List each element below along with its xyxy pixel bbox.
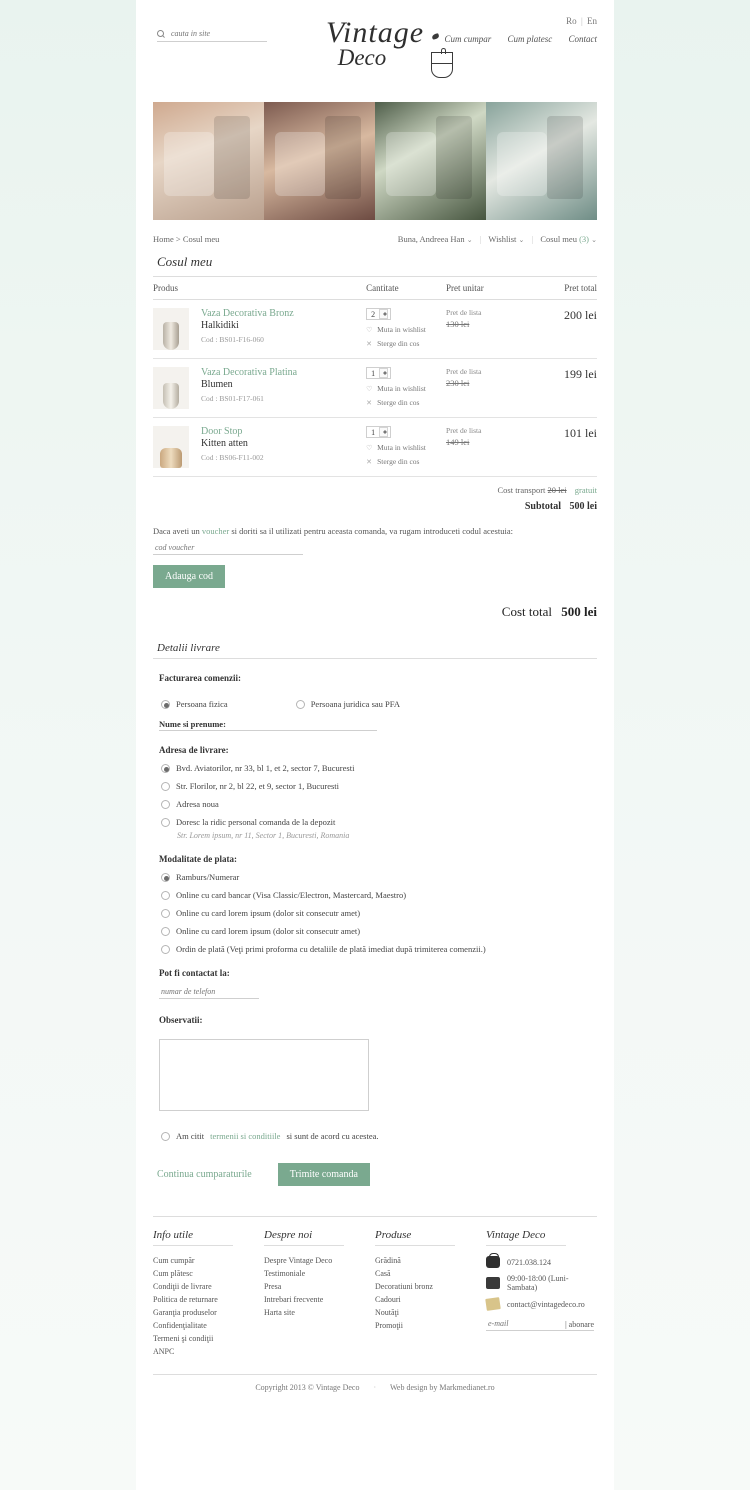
- list-item[interactable]: Politica de returnare: [153, 1295, 218, 1304]
- payment-label: Modalitate de plata:: [159, 854, 237, 864]
- lang-en[interactable]: En: [587, 16, 597, 26]
- subtotal-value: 500 lei: [569, 501, 597, 512]
- quantity-stepper[interactable]: [366, 308, 391, 320]
- shipping-label: Cost transport: [497, 485, 546, 495]
- terms-row[interactable]: [161, 1131, 597, 1141]
- language-switcher[interactable]: [566, 16, 597, 26]
- breadcrumb-current: Cosul meu: [182, 234, 220, 244]
- add-voucher-button[interactable]: Adauga cod: [153, 565, 225, 588]
- observations-label: Observatii:: [159, 1015, 203, 1025]
- voucher-input[interactable]: [153, 542, 303, 554]
- delivery-section-title: Detalii livrare: [157, 642, 220, 654]
- address-option-pickup[interactable]: [161, 817, 597, 827]
- voucher-text-after: si doriti sa il utilizati pentru aceasta comanda, va rugam introduceti codul acestuia:: [231, 526, 513, 536]
- list-item[interactable]: Cadouri: [375, 1295, 401, 1304]
- lang-separator: |: [580, 16, 583, 26]
- address-option-label: Bvd. Aviatorilor, nr 33, bl 1, et 2, sector 7, Bucuresti: [176, 763, 355, 773]
- list-item[interactable]: Harta site: [264, 1308, 295, 1317]
- cart-item-qty-cell: [366, 418, 446, 477]
- breadcrumb-home[interactable]: Home: [153, 234, 174, 244]
- payment-option-label: Online cu card lorem ipsum (dolor sit consecutr amet): [176, 908, 361, 918]
- copyright-text: Copyright 2013 © Vintage Deco: [255, 1383, 360, 1392]
- phone-icon: [486, 1256, 500, 1268]
- product-subtitle: Halkidiki: [201, 320, 239, 331]
- remove-from-cart-label[interactable]: Sterge din cos: [377, 339, 420, 348]
- radio-icon[interactable]: [161, 927, 170, 936]
- close-icon: ✕: [366, 339, 372, 348]
- billing-option-persoana-fizica[interactable]: [161, 699, 228, 709]
- col-cantitate: Cantitate: [366, 277, 446, 300]
- account-greeting[interactable]: Buna, Andreea Han: [397, 234, 465, 244]
- price-label: Pret de lista: [446, 308, 482, 317]
- move-to-wishlist-label[interactable]: Muta in wishlist: [377, 443, 426, 452]
- table-row: [153, 359, 597, 418]
- table-row: [153, 418, 597, 477]
- contact-label: Pot fi contactat la:: [159, 968, 230, 978]
- payment-option-card[interactable]: [161, 890, 597, 900]
- product-thumbnail[interactable]: [153, 426, 189, 468]
- radio-icon[interactable]: [296, 700, 305, 709]
- breadcrumb: [153, 234, 219, 244]
- payment-option-online-3[interactable]: [161, 926, 597, 936]
- address-option-label: Adresa noua: [176, 799, 219, 809]
- footer-column-produse: [375, 1229, 486, 1358]
- product-name[interactable]: Door Stop: [201, 426, 243, 437]
- address-option-label: Doresc la ridic personal comanda de la depozit: [176, 817, 336, 827]
- spinner-icon[interactable]: [379, 368, 388, 378]
- payment-option-label: Online cu card lorem ipsum (dolor sit consecutr amet): [176, 926, 361, 936]
- radio-icon[interactable]: [161, 764, 170, 773]
- search-input[interactable]: [169, 28, 261, 39]
- terms-text-before: Am citit: [176, 1131, 205, 1141]
- product-subtitle: Blumen: [201, 379, 233, 390]
- payment-option-ordin-plata[interactable]: [161, 944, 597, 954]
- quantity-stepper[interactable]: [366, 367, 391, 379]
- product-code: Cod : BS01-F17-061: [201, 394, 264, 403]
- nav-cum-platesc[interactable]: Cum platesc: [507, 34, 553, 44]
- footer-hours: 09:00-18:00 (Luni-Sambata): [507, 1274, 569, 1292]
- radio-icon[interactable]: [161, 818, 170, 827]
- observations-textarea[interactable]: [159, 1039, 369, 1111]
- quantity-value: 1: [371, 427, 376, 437]
- cart-item-qty-cell: [366, 359, 446, 418]
- payment-option-label: Ramburs/Numerar: [176, 872, 240, 882]
- shipping-value: 20 lei: [547, 485, 567, 495]
- remove-from-cart-action[interactable]: [366, 457, 446, 466]
- site-logo[interactable]: [275, 18, 475, 69]
- move-to-wishlist-action[interactable]: [366, 443, 446, 452]
- site-header: [153, 0, 597, 96]
- price-label: Pret de lista: [446, 426, 482, 435]
- list-item[interactable]: Noutăţi: [375, 1308, 399, 1317]
- lang-ro[interactable]: Ro: [566, 16, 577, 26]
- continue-shopping-link[interactable]: Continua cumparaturile: [157, 1169, 252, 1180]
- footer-column-info-utile: [153, 1229, 264, 1358]
- radio-icon-terms[interactable]: [161, 1132, 170, 1141]
- cart-item-product-cell: [153, 359, 366, 418]
- list-item[interactable]: Garanţia produselor: [153, 1308, 217, 1317]
- close-icon: ✕: [366, 398, 372, 407]
- billing-option-persoana-juridica[interactable]: [296, 699, 400, 709]
- footer-title-vintage-deco: Vintage Deco: [486, 1229, 566, 1246]
- terms-text-after: si sunt de acord cu acestea.: [286, 1131, 379, 1141]
- terms-link[interactable]: termenii si conditiile: [210, 1131, 281, 1141]
- chevron-down-icon-cart[interactable]: ⌄: [591, 236, 597, 244]
- radio-icon[interactable]: [161, 873, 170, 882]
- price-old: 149 lei: [446, 437, 470, 447]
- account-separator-2: |: [531, 234, 534, 244]
- voucher-link[interactable]: voucher: [201, 526, 230, 536]
- payment-option-ramburs[interactable]: [161, 872, 597, 882]
- heart-icon: ♡: [366, 384, 373, 393]
- move-to-wishlist-action[interactable]: [366, 384, 446, 393]
- list-item[interactable]: Condiţii de livrare: [153, 1282, 212, 1291]
- site-footer: [153, 1216, 597, 1358]
- voucher-input-wrap[interactable]: [153, 542, 303, 555]
- list-item[interactable]: Promoţii: [375, 1321, 404, 1330]
- product-name[interactable]: Vaza Decorativa Bronz: [201, 308, 294, 319]
- footer-title-despre-noi: Despre noi: [264, 1229, 344, 1246]
- move-to-wishlist-action[interactable]: [366, 325, 446, 334]
- cost-total-row: [153, 604, 597, 620]
- col-pret-total: Pret total: [522, 277, 598, 300]
- name-label: Nume si prenume:: [159, 719, 226, 729]
- logo-line-1: Vintage: [325, 16, 425, 49]
- billing-option-label: Persoana fizica: [176, 699, 228, 709]
- chevron-down-icon[interactable]: ⌄: [466, 236, 473, 244]
- remove-from-cart-action[interactable]: [366, 339, 446, 348]
- cost-total-value: 500 lei: [561, 604, 597, 619]
- voucher-section: [153, 526, 597, 588]
- newsletter-input[interactable]: [486, 1318, 548, 1330]
- copyright-separator: ·: [373, 1383, 377, 1392]
- quantity-value: 2: [371, 309, 376, 319]
- subtotal-row: [153, 501, 597, 512]
- cart-table-header-row: [153, 277, 597, 300]
- product-subtitle: Kitten atten: [201, 438, 248, 449]
- phone-field-wrap[interactable]: [159, 986, 259, 999]
- product-name[interactable]: Vaza Decorativa Platina: [201, 367, 298, 378]
- delivery-divider: [153, 658, 597, 659]
- shipping-row: [153, 485, 597, 495]
- newsletter-subscribe-button[interactable]: | abonare: [565, 1319, 594, 1329]
- remove-from-cart-label[interactable]: Sterge din cos: [377, 457, 420, 466]
- list-item[interactable]: Cum cumpăr: [153, 1256, 195, 1265]
- list-item[interactable]: Confidenţialitate: [153, 1321, 207, 1330]
- col-pret-unitar: Pret unitar: [446, 277, 521, 300]
- account-separator-1: |: [479, 234, 482, 244]
- clock-icon: [486, 1277, 500, 1289]
- logo-line-2: Deco: [337, 45, 387, 70]
- subtotal-label: Subtotal: [524, 501, 561, 512]
- address-label: Adresa de livrare:: [159, 745, 229, 755]
- address-option-1[interactable]: [161, 763, 597, 773]
- cart-item-unit-price-cell: [446, 418, 521, 477]
- voucher-text-before: Daca aveti un: [153, 526, 200, 536]
- cart-item-unit-price-cell: [446, 300, 521, 359]
- quantity-value: 1: [371, 368, 376, 378]
- cost-total-label: Cost total: [501, 604, 552, 619]
- cart-link[interactable]: Cosul meu: [540, 234, 577, 244]
- page-title: Cosul meu: [157, 254, 213, 269]
- list-item[interactable]: Grădină: [375, 1256, 401, 1265]
- address-option-new[interactable]: [161, 799, 597, 809]
- list-item[interactable]: Presa: [264, 1282, 282, 1291]
- move-to-wishlist-label[interactable]: Muta in wishlist: [377, 384, 426, 393]
- cart-item-total: 199 lei: [522, 359, 598, 418]
- list-item[interactable]: Casă: [375, 1269, 391, 1278]
- hero-image-2: [264, 102, 375, 220]
- price-old: 230 lei: [446, 378, 470, 388]
- close-icon: ✕: [366, 457, 372, 466]
- table-row: [153, 300, 597, 359]
- mail-icon: [485, 1297, 501, 1311]
- cart-table: [153, 277, 597, 477]
- list-item[interactable]: Decoratiuni bronz: [375, 1282, 433, 1291]
- col-produs: Produs: [153, 277, 366, 300]
- radio-icon[interactable]: [161, 700, 170, 709]
- chevron-down-icon-wishlist[interactable]: ⌄: [518, 236, 525, 244]
- remove-from-cart-action[interactable]: [366, 398, 446, 407]
- copyright-bar: [153, 1374, 597, 1408]
- hero-image-3: [375, 102, 486, 220]
- price-old: 130 lei: [446, 319, 470, 329]
- footer-phone: 0721.038.124: [507, 1257, 551, 1267]
- search-box[interactable]: [157, 28, 267, 42]
- shipping-free-badge: gratuit: [574, 485, 597, 495]
- footer-column-despre-noi: [264, 1229, 375, 1358]
- remove-from-cart-label[interactable]: Sterge din cos: [377, 398, 420, 407]
- heart-icon: ♡: [366, 325, 373, 334]
- footer-phone-row: [486, 1256, 597, 1268]
- credit-text[interactable]: Web design by Markmedianet.ro: [389, 1383, 495, 1392]
- radio-icon[interactable]: [161, 782, 170, 791]
- billing-option-label: Persoana juridica sau PFA: [310, 699, 400, 709]
- list-item[interactable]: Intrebari frecvente: [264, 1295, 324, 1304]
- name-field-row[interactable]: [159, 719, 377, 731]
- page-container: [136, 0, 614, 1490]
- price-label: Pret de lista: [446, 367, 482, 376]
- cart-item-product-cell: [153, 300, 366, 359]
- footer-title-info-utile: Info utile: [153, 1229, 233, 1246]
- product-thumbnail[interactable]: [153, 367, 189, 409]
- radio-icon[interactable]: [161, 945, 170, 954]
- footer-hours-row: [486, 1274, 597, 1292]
- product-thumbnail[interactable]: [153, 308, 189, 350]
- product-code: Cod : BS06-F11-002: [201, 453, 264, 462]
- radio-icon[interactable]: [161, 891, 170, 900]
- footer-title-produse: Produse: [375, 1229, 455, 1246]
- search-icon: [157, 30, 165, 38]
- spinner-icon[interactable]: [379, 427, 388, 437]
- spinner-icon[interactable]: [379, 309, 388, 319]
- cart-item-total: 101 lei: [522, 418, 598, 477]
- payment-option-label: Online cu card bancar (Visa Classic/Electron, Mastercard, Maestro): [176, 890, 407, 900]
- list-item[interactable]: Termeni şi condiţii: [153, 1334, 214, 1343]
- list-item[interactable]: Despre Vintage Deco: [264, 1256, 333, 1265]
- depot-address-note: Str. Lorem ipsum, nr 11, Sector 1, Bucuresti, Romania: [177, 831, 350, 840]
- breadcrumb-separator: >: [175, 234, 181, 244]
- nav-contact[interactable]: Contact: [568, 34, 597, 44]
- hero-image-4: [486, 102, 597, 220]
- footer-email[interactable]: contact@vintagedeco.ro: [507, 1299, 585, 1309]
- product-code: Cod : BS01-F16-060: [201, 335, 264, 344]
- newsletter-form[interactable]: [486, 1318, 594, 1331]
- cart-item-qty-cell: [366, 300, 446, 359]
- birdcage-icon: [431, 52, 453, 78]
- move-to-wishlist-label[interactable]: Muta in wishlist: [377, 325, 426, 334]
- billing-label: Facturarea comenzii:: [159, 673, 242, 683]
- cart-item-unit-price-cell: [446, 359, 521, 418]
- heart-icon: ♡: [366, 443, 373, 452]
- radio-icon[interactable]: [161, 909, 170, 918]
- submit-order-button[interactable]: Trimite comanda: [278, 1163, 370, 1186]
- footer-email-row[interactable]: [486, 1298, 597, 1310]
- address-option-label: Str. Florilor, nr 2, bl 22, et 9, sector 1, Bucuresti: [176, 781, 340, 791]
- list-item[interactable]: Cum plătesc: [153, 1269, 193, 1278]
- quantity-stepper[interactable]: [366, 426, 391, 438]
- footer-column-contact: [486, 1229, 597, 1358]
- phone-input[interactable]: [159, 986, 259, 998]
- wishlist-link[interactable]: Wishlist: [488, 234, 517, 244]
- list-item[interactable]: Testimoniale: [264, 1269, 306, 1278]
- nav-cum-cumpar[interactable]: Cum cumpar: [444, 34, 492, 44]
- payment-option-online-2[interactable]: [161, 908, 597, 918]
- cart-item-total: 200 lei: [522, 300, 598, 359]
- radio-icon[interactable]: [161, 800, 170, 809]
- hero-image-strip: [153, 102, 597, 220]
- payment-option-label: Ordin de plată (Veţi primi proforma cu detaliile de plată imediat după trimiterea comenzii.): [176, 944, 486, 954]
- name-input[interactable]: [226, 719, 377, 730]
- hero-image-1: [153, 102, 264, 220]
- cart-count: (3): [579, 234, 589, 244]
- cart-item-product-cell: [153, 418, 366, 477]
- list-item[interactable]: ANPC: [153, 1347, 175, 1356]
- account-bar[interactable]: [398, 234, 597, 244]
- address-option-2[interactable]: [161, 781, 597, 791]
